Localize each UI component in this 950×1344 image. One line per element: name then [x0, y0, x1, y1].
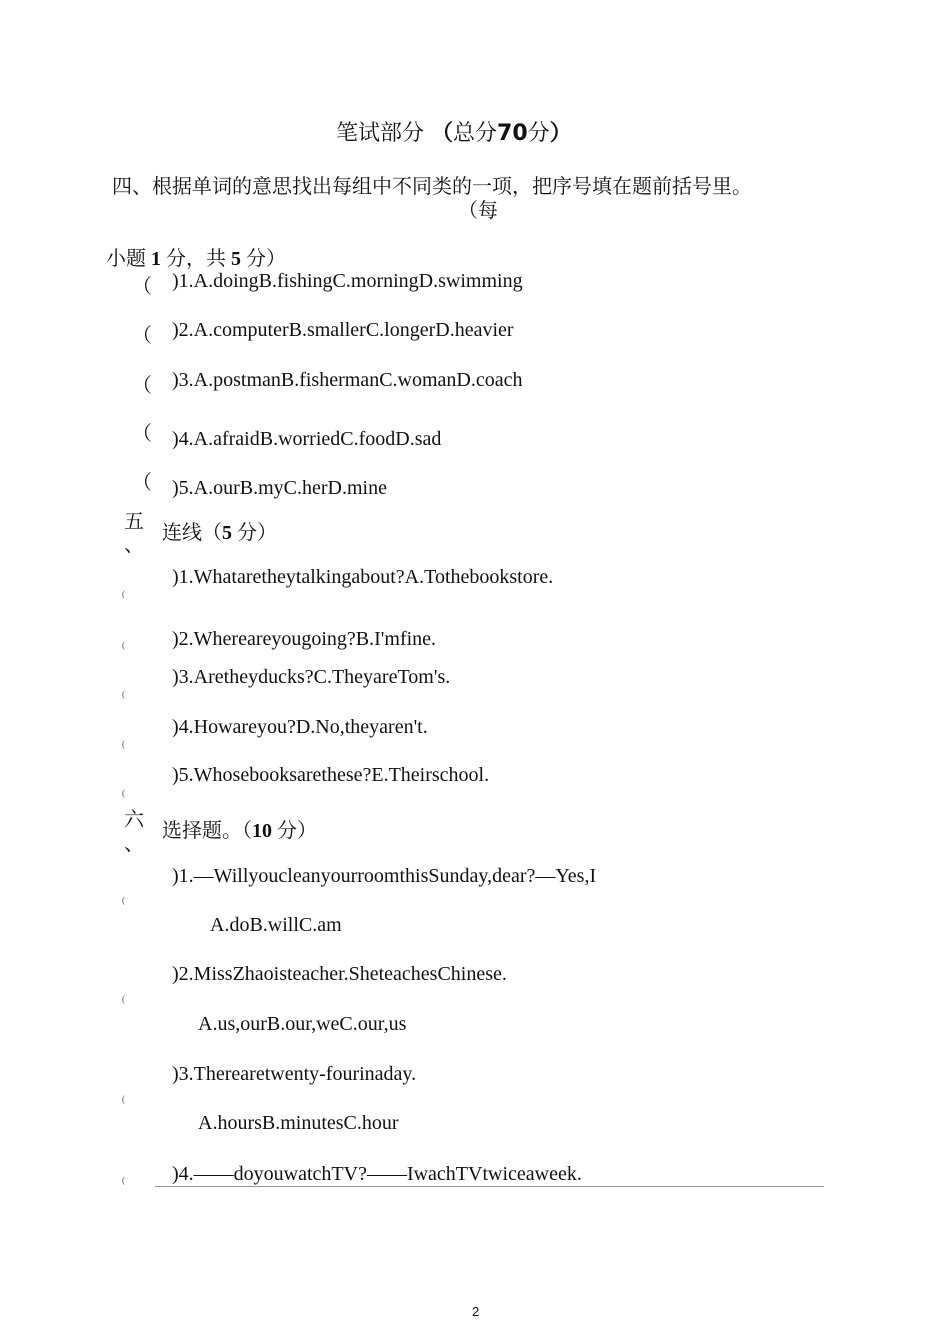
question-item: )3.A.postmanB.fishermanC.womanD.coach — [172, 369, 523, 391]
section5-title — [162, 516, 277, 545]
answer-marker[interactable]: ( — [122, 589, 125, 599]
section6-number: 六 — [124, 809, 144, 831]
heading-number: 5 — [231, 248, 241, 270]
section4-heading: 四、根据单词的意思找出每组中不同类的一项，把序号填在题前括号里。 — [112, 176, 752, 198]
match-item: )1.Whataretheytalkingabout?A.Tothebookstore. — [172, 566, 554, 588]
title-score-unit: 分 — [527, 121, 550, 146]
match-item: )3.Aretheyducks?C.TheyareTom's. — [172, 666, 451, 688]
title-main: 笔试部分 — [336, 121, 425, 146]
answer-marker[interactable]: ( — [122, 895, 125, 905]
question-item: )1.A.doingB.fishingC.morningD.swimming — [172, 270, 523, 292]
answer-bracket[interactable]: （ — [132, 375, 152, 397]
question-item: )4.A.afraidB.worriedC.foodD.sad — [172, 428, 442, 450]
answer-marker[interactable]: ( — [122, 788, 125, 798]
heading-number: 5 — [222, 522, 232, 544]
answer-bracket[interactable]: （ — [132, 423, 152, 445]
section5-comma: 、 — [124, 534, 144, 556]
heading-text: 分，共 — [161, 248, 231, 270]
match-item: )2.Whereareyougoing?B.I'mfine. — [172, 628, 437, 650]
heading-text: 分） — [272, 820, 317, 842]
title-score-label: 总分 — [453, 121, 498, 146]
title-score-close: ） — [549, 121, 572, 146]
answer-bracket[interactable]: （ — [132, 325, 152, 347]
page-number: 2 — [472, 1304, 480, 1319]
title-score-open: （ — [431, 121, 454, 146]
question-item: )5.A.ourB.myC.herD.mine — [172, 477, 387, 499]
answer-marker[interactable]: ( — [122, 689, 125, 699]
section6-comma: 、 — [124, 833, 144, 855]
page-title — [336, 116, 572, 147]
answer-marker[interactable]: ( — [122, 739, 125, 749]
heading-text: 分） — [241, 248, 286, 270]
answer-bracket[interactable]: （ — [132, 472, 152, 494]
heading-text: 连线（ — [162, 522, 222, 544]
heading-text: 小题 — [106, 248, 151, 270]
answer-marker[interactable]: ( — [122, 640, 125, 650]
choice-options: A.hoursB.minutesC.hour — [198, 1112, 399, 1134]
choice-question: )2.MissZhaoisteacher.SheteachesChinese. — [172, 963, 507, 985]
choice-options: A.us,ourB.our,weC.our,us — [198, 1013, 407, 1035]
answer-marker[interactable]: ( — [122, 994, 125, 1004]
choice-question: )3.Therearetwenty-fourinaday. — [172, 1063, 417, 1085]
section4-heading-cont: （每 — [458, 200, 498, 222]
heading-number: 10 — [252, 820, 272, 842]
answer-marker[interactable]: ( — [122, 1175, 125, 1185]
heading-number: 1 — [151, 248, 161, 270]
question-item: )2.A.computerB.smallerC.longerD.heavier — [172, 319, 514, 341]
answer-marker[interactable]: ( — [122, 1094, 125, 1104]
choice-question: )4.——doyouwatchTV?——IwachTVtwiceaweek. — [172, 1163, 582, 1185]
match-item: )5.Whosebooksarethese?E.Theirschool. — [172, 764, 490, 786]
section5-number: 五 — [124, 511, 144, 533]
match-item: )4.Howareyou?D.No,theyaren't. — [172, 716, 428, 738]
footer-divider — [155, 1186, 824, 1187]
section4-heading-points — [106, 242, 286, 271]
choice-options: A.doB.willC.am — [210, 914, 342, 936]
answer-bracket[interactable]: （ — [132, 276, 152, 298]
heading-text: 分） — [232, 522, 277, 544]
choice-question: )1.—WillyoucleanyourroomthisSunday,dear?—Yes,I — [172, 865, 597, 887]
section6-title — [162, 814, 317, 843]
heading-text: 选择题。（ — [162, 820, 252, 842]
title-score-number: 70 — [497, 121, 528, 146]
